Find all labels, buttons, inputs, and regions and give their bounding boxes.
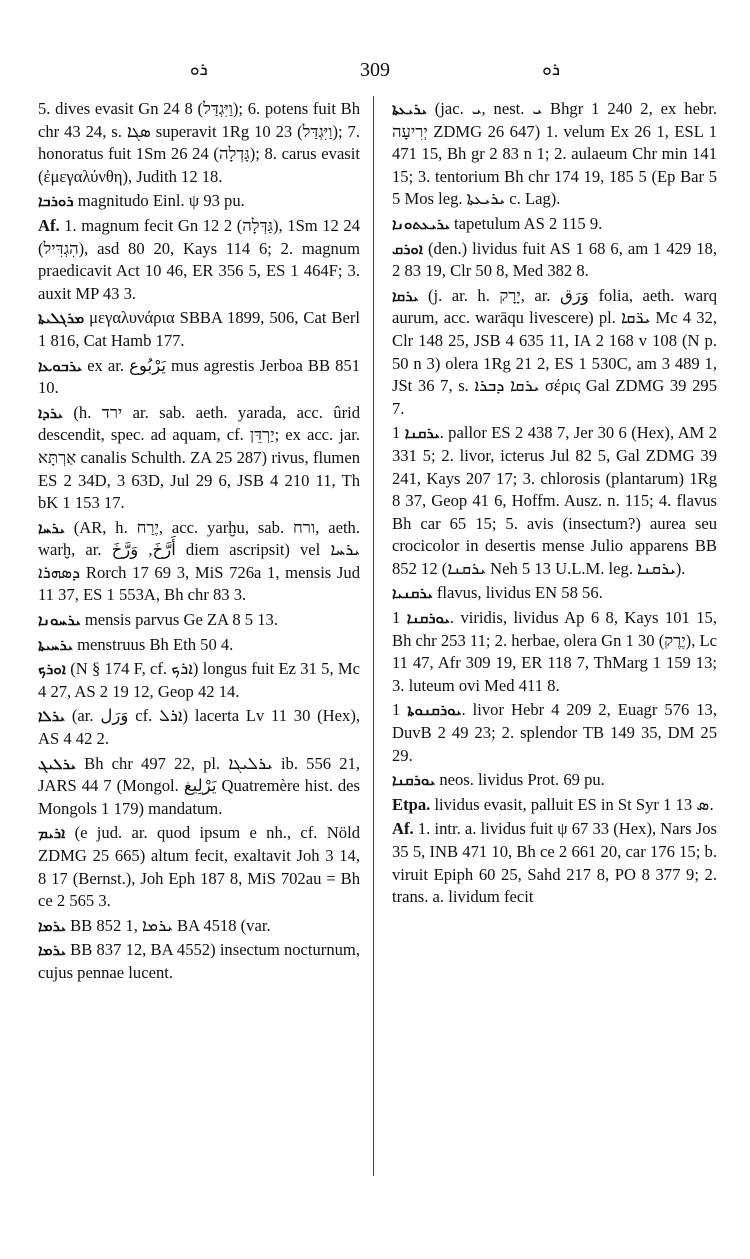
entry-text: (j. ar. h. יָרָק, ar. وَرَق folia, aeth. warq aurum, acc. warāqu livescere) pl. ܝܪ̈ܩܐ Mc 4 32, Clr 148 25, JSB 4 635 11, IA 2 168 v 108 (N p. 50 n 3) olera 1Rg 21 2, ES 1 530C, am 3 489 1, JSt 36 7, s. ܝܪܩܐ ܕܒܪܐ σέρις Gal ZDMG 39 295 7. — [392, 285, 718, 418]
entry-text: (AR, h. יֶרַח, acc. yarḫu, sab. ורח, aeth. warḫ, ar. أَرَّخَ, وَرَّخَ diem ascripsit) vel ܝܪܚܐ ܕܣܗܪܐ Rorch 17 69 3, MiS 726a 1, mensis Jud 11 37, ES 1 553A, Bh chr 83 3. — [38, 517, 361, 605]
column-divider — [373, 96, 374, 1176]
entry-text: menstruus Bh Eth 50 4. — [77, 634, 234, 654]
entry-headword: ܝܪܚܝܬܐ — [38, 635, 73, 654]
entry-text: (ar. وَرَل cf. ܐܪܠ) lacerta Lv 11 30 (Hex), AS 4 42 2. — [38, 706, 360, 749]
entry-headword: ܝܪܚܘܢܐ — [38, 611, 81, 630]
entry-text: 1. viridis, lividus Ap 6 8, Kays 101 15, Bh chr 253 11; 2. herbae, olera Gn 1 30 (יֶרֶק), Lc 11 47, Afr 309 19, ER 118 7, ThMarg 1 159 13; 3. luteum ovi Med 411 8. — [392, 608, 718, 695]
right-column — [392, 98, 717, 909]
entry-headword: ܐܘܪܟ — [38, 660, 66, 679]
dictionary-entry — [392, 794, 717, 817]
entry-text: mensis parvus Ge ZA 8 5 13. — [84, 610, 278, 630]
entry-text: (N § 174 F, cf. ܐܪܟ) longus fuit Ez 31 5, Mc 4 27, AS 2 19 12, Geop 42 14. — [38, 659, 360, 701]
entry-stem-label: Etpa. — [392, 794, 431, 814]
page-number: 309 — [360, 58, 390, 81]
entry-text: ex ar. يَرْبُوع mus agrestis Jerboa BB 851 10. — [38, 355, 360, 398]
entry-text: (den.) lividus fuit AS 1 68 6, am 1 429 18, 2 83 19, Clr 50 8, Med 382 8. — [392, 238, 717, 281]
entry-text: neos. lividus Prot. 69 pu. — [439, 770, 605, 790]
dictionary-entry — [38, 753, 360, 821]
dictionary-entry — [392, 98, 717, 211]
entry-text: magnitudo Einl. ψ 93 pu. — [77, 191, 245, 211]
entry-text: 1. pallor ES 2 438 7, Jer 30 6 (Hex), AM 2 331 5; 2. livor, icterus Jul 82 5, Gal ZDMG 39 241, Kays 207 17; 3. chlorosis (plantarum) 1Rg 8 37, Geop 41 6, Hoffm. Ausz. n. 115; 4. flavus Bh car 65 15; 5. avis (insectum?) aurea seu crocicolor in desertis mense Julio apparens BB 852 12 (ܝܪܩܢܐ Neh 5 13 U.L.M. leg. ܝܪܩܢܐ). — [392, 423, 717, 578]
entry-text: flavus, lividus EN 58 56. — [436, 583, 603, 603]
dictionary-entry — [38, 517, 360, 607]
entry-text: 1. intr. a. lividus fuit ψ 67 33 (Hex), Nars Jos 35 5, INB 471 10, Bh ce 2 661 20, car 176 15; b. viruit Epiph 60 25, Sahd 217 8, PO 8 377 9; 2. trans. a. lividum fecit — [392, 819, 718, 907]
dictionary-entry — [38, 215, 360, 305]
entry-headword: ܪܘܪܒܐ — [38, 192, 74, 211]
entry-text: lividus evasit, palluit ES in St Syr 1 ܣ 13. — [434, 794, 714, 814]
entry-text: 1. magnum fecit Gn 12 2 (גַּדְּלָה), 1Sm 12 24 (הִגְדִּיל), asd 80 20, Kays 114 6; 2. magnum praedicavit Act 10 46, ER 356 5, ES 1 464F; 3. auxit MP 43 3. — [38, 215, 360, 303]
entry-stem-label: Af. — [38, 215, 60, 235]
dictionary-entry — [38, 705, 360, 750]
entry-text: μεγαλυνάρια SBBA 1899, 506, Cat Berl 1 816, Cat Hamb 177. — [38, 308, 360, 350]
entry-headword: ܝܪܒܘܥܐ — [38, 356, 83, 375]
entry-headword: ܐܘܪܩ — [392, 239, 423, 258]
dictionary-entry — [392, 422, 717, 580]
dictionary-entry — [392, 285, 717, 421]
dictionary-entry — [392, 699, 717, 767]
entry-text: 1. livor Hebr 4 209 2, Euagr 576 13, DuvB 2 49 23; 2. splendor TB 149 35, DM 25 29. — [392, 700, 717, 765]
entry-headword: ܝܪܠܝܓ — [38, 754, 76, 773]
entry-stem-label: Af. — [392, 819, 414, 839]
entry-headword: ܝܘܪܩܢܘܬܐ — [407, 701, 462, 720]
entry-text: tapetulum AS 2 115 9. — [454, 213, 603, 233]
entry-headword: ܝܪܩܢܐ — [404, 424, 440, 443]
entry-headword: ܝܪܩܢܝܐ — [392, 584, 433, 603]
entry-headword: ܝܘܪܩܢܐ — [406, 609, 450, 628]
dictionary-entry — [392, 582, 717, 605]
entry-headword: ܝܪܡܐ — [38, 916, 66, 935]
dictionary-entry — [392, 213, 717, 236]
dictionary-entry — [38, 609, 360, 632]
entry-headword: ܝܪܚܐ — [38, 518, 65, 537]
entry-headword: ܐܪܝܡ — [38, 824, 66, 843]
entry-text: (jac. ܝ, nest. ܝ Bhgr 1 240 2, ex hebr. יְרִיעָה ZDMG 26 647) 1. velum Ex 26 1, ESL 1 471 15, Bh gr 2 83 n 1; 2. aulaeum Chr min 141 15; 3. tentorium Bh chr 174 19, 185 5 (Ep Bar 5 5 Mos leg. ܝܪܝܥܬܐ c. Lag). — [392, 99, 718, 209]
dictionary-entry — [38, 915, 360, 938]
entry-text: BB 852 1, ܝܪܡܐ BA 4518 (var. — [70, 915, 271, 935]
entry-headword: ܝܘܪܩܢܐ — [392, 771, 436, 790]
entry-headword: ܝܪܡܐ — [38, 941, 66, 960]
entry-text: Bh chr 497 22, pl. ܝܪܠܝܓܐ ib. 556 21, JARS 44 7 (Mongol. يَرْلِيغ Quatremère hist. des Mongols 1 179) mandatum. — [38, 753, 361, 818]
entry-headword: ܝܪܠܐ — [38, 707, 66, 726]
dictionary-entry — [392, 818, 717, 908]
header-right-letter: ܪܘ — [542, 60, 560, 80]
entry-headword: ܝܪܝܥܬܐ — [392, 100, 427, 118]
dictionary-entry — [38, 98, 360, 188]
entry-text: (e jud. ar. quod ipsum e nh., cf. Nöld ZDMG 25 665) altum fecit, exaltavit Joh 3 14, 8 17 (Bernst.), Joh Eph 187 8, MiS 702au = Bh ce 2 565 3. — [38, 823, 360, 911]
dictionary-entry — [38, 939, 360, 984]
entry-headword: ܝܪܩܐ — [392, 286, 419, 305]
dictionary-entry — [38, 307, 360, 352]
left-column — [38, 98, 360, 985]
dictionary-entry — [38, 355, 360, 400]
dictionary-entry — [38, 822, 360, 912]
entry-text: (h. ירד ar. sab. aeth. yarada, acc. ûrid descendit, spec. ad aquam, cf. יַרְדֵּן; ex acc. jar. אַרְתָּא canalis Schulth. ZA 25 287) rivus, flumen ES 2 34D, 3 63D, Jul 29 6, JSB 4 210 11, Th bK 1 153 17. — [38, 402, 360, 513]
dictionary-entry — [392, 238, 717, 283]
dictionary-entry — [392, 607, 717, 697]
header-left-letter: ܪܘ — [190, 60, 208, 80]
page-header — [40, 58, 710, 82]
entry-text: 5. dives evasit Gn 24 8 (וַיִּגְדַּל); 6. potens fuit Bh chr 43 24, s. ܣܓܐ superavit 1Rg 10 23 (וַיִּגְדַּל); 7. honoratus fuit 1Sm 26 24 (גָּדְלָה); 8. carus evasit (ἐμεγαλύνθη), Judith 12 18. — [38, 99, 361, 186]
entry-headword: ܡܪܓܠܝܬܐ — [38, 309, 85, 328]
entry-headword: ܝܪܕܐ — [38, 403, 64, 422]
dictionary-entry — [38, 658, 360, 703]
dictionary-entry — [38, 190, 360, 213]
dictionary-entry — [38, 634, 360, 657]
dictionary-entry — [392, 769, 717, 792]
entry-headword: ܝܪܝܥܬܘܢܐ — [392, 214, 450, 233]
dictionary-entry — [38, 402, 360, 515]
entry-text: BB 837 12, BA 4552) insectum nocturnum, cujus pennae lucent. — [38, 940, 360, 982]
